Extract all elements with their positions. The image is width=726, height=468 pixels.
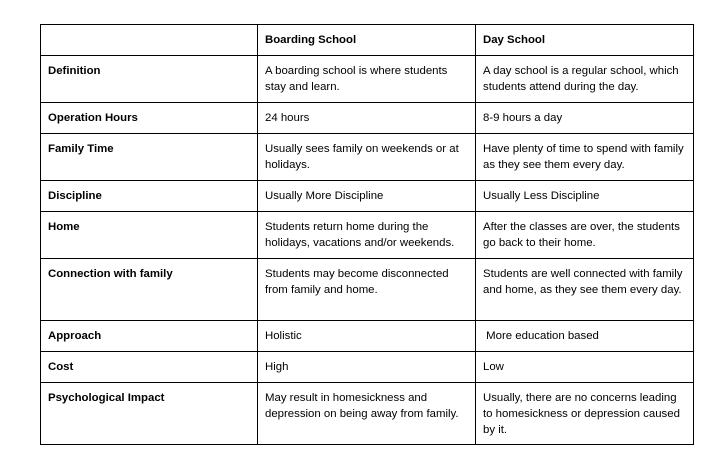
day-cell: A day school is a regular school, which students attend during the day.	[476, 56, 694, 103]
boarding-cell: Holistic	[258, 321, 476, 352]
table-row-home	[41, 212, 694, 259]
boarding-cell: Usually sees family on weekends or at holidays.	[258, 134, 476, 181]
day-cell: Have plenty of time to spend with family as they see them every day.	[476, 134, 694, 181]
table-row-approach	[41, 321, 694, 352]
row-label: Operation Hours	[41, 103, 258, 134]
header-boarding-school: Boarding School	[258, 25, 476, 56]
comparison-table	[40, 24, 694, 445]
row-label: Connection with family	[41, 259, 258, 321]
day-cell: More education based	[476, 321, 694, 352]
day-cell: Usually Less Discipline	[476, 181, 694, 212]
header-day-school: Day School	[476, 25, 694, 56]
row-label: Approach	[41, 321, 258, 352]
table-row-cost	[41, 352, 694, 383]
table-row-definition	[41, 56, 694, 103]
row-label: Definition	[41, 56, 258, 103]
day-cell: 8-9 hours a day	[476, 103, 694, 134]
row-label: Home	[41, 212, 258, 259]
boarding-cell: May result in homesickness and depression on being away from family.	[258, 383, 476, 445]
boarding-cell: 24 hours	[258, 103, 476, 134]
row-label: Psychological Impact	[41, 383, 258, 445]
comparison-table-container	[40, 24, 694, 445]
row-label: Discipline	[41, 181, 258, 212]
table-row-connection-with-family	[41, 259, 694, 321]
boarding-cell: High	[258, 352, 476, 383]
boarding-cell: A boarding school is where students stay and learn.	[258, 56, 476, 103]
table-row-psychological-impact	[41, 383, 694, 445]
table-header-row	[41, 25, 694, 56]
boarding-cell: Students may become disconnected from family and home.	[258, 259, 476, 321]
boarding-cell: Students return home during the holidays, vacations and/or weekends.	[258, 212, 476, 259]
day-cell: Usually, there are no concerns leading to homesickness or depression caused by it.	[476, 383, 694, 445]
row-label: Cost	[41, 352, 258, 383]
table-row-discipline	[41, 181, 694, 212]
boarding-cell: Usually More Discipline	[258, 181, 476, 212]
table-row-family-time	[41, 134, 694, 181]
day-cell: Low	[476, 352, 694, 383]
header-empty-cell	[41, 25, 258, 56]
day-cell: After the classes are over, the students go back to their home.	[476, 212, 694, 259]
table-row-operation-hours	[41, 103, 694, 134]
row-label: Family Time	[41, 134, 258, 181]
day-cell: Students are well connected with family and home, as they see them every day.	[476, 259, 694, 321]
